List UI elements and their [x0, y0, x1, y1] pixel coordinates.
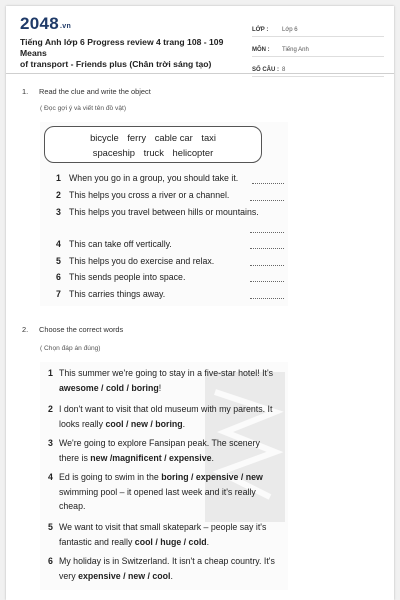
- clue-item: [56, 272, 185, 282]
- word-box-line-1: [45, 132, 261, 143]
- worksheet: [6, 6, 394, 600]
- meta-key: LỚP :: [252, 27, 269, 33]
- item-text: Ed is going to swim in the: [59, 472, 162, 482]
- word-option: helicopter: [172, 147, 214, 158]
- word-option: bicycle: [90, 132, 119, 143]
- clue-item: [56, 239, 172, 249]
- meta-row-question-count: [252, 57, 384, 77]
- answer-blank[interactable]: [252, 183, 284, 184]
- q1-heading-text: Read the clue and write the object: [39, 87, 151, 96]
- q2-exercise-image: [40, 362, 288, 590]
- header-divider: [6, 73, 394, 74]
- clue-item: [56, 173, 238, 183]
- answer-blank[interactable]: [250, 200, 284, 201]
- clue-text: When you go in a group, you should take it.: [69, 173, 239, 183]
- q2-subheading: ( Chọn đáp án đúng): [40, 345, 101, 352]
- clue-item: [56, 207, 259, 217]
- site-logo[interactable]: [20, 14, 71, 34]
- q1-number: 1.: [22, 87, 29, 96]
- word-option: taxi: [201, 132, 216, 143]
- word-option: ferry: [127, 132, 147, 143]
- clue-text: This helps you cross a river or a channel.: [69, 190, 230, 200]
- clue-text: This helps you do exercise and relax.: [69, 256, 215, 266]
- q1-subheading: ( Đọc gợi ý và viết tên đồ vật): [40, 105, 127, 112]
- item-text-end: .: [206, 536, 210, 547]
- clue-number: 6: [56, 272, 61, 282]
- clue-text: This can take off vertically.: [69, 239, 172, 249]
- clue-number: 4: [56, 239, 61, 249]
- word-option: cable car: [154, 132, 193, 143]
- meta-value: Tiếng Anh: [282, 47, 309, 53]
- clue-number: 1: [56, 173, 61, 183]
- item-text-end: .: [211, 452, 214, 463]
- q1-exercise-image: [40, 122, 288, 306]
- clue-text: This helps you travel between hills or mountains.: [69, 207, 259, 217]
- item-text-end: .: [170, 570, 173, 581]
- meta-row-subject: [252, 37, 384, 57]
- clue-item: [56, 190, 229, 200]
- choice-item: [48, 436, 280, 465]
- clue-text: This carries things away.: [69, 289, 166, 299]
- clue-number: 2: [56, 190, 61, 200]
- title-line-2: of transport - Friends plus (Chân trời sáng tạo): [20, 59, 212, 69]
- clue-item: [56, 256, 214, 266]
- document-title: [20, 37, 250, 70]
- clue-text: This sends people into space.: [69, 272, 186, 282]
- item-text: We're going to explore Fansipan peak. The scenery there is: [59, 438, 260, 463]
- answer-blank[interactable]: [250, 248, 284, 249]
- answer-blank[interactable]: [250, 232, 284, 233]
- meta-key: SỐ CÂU :: [252, 67, 279, 73]
- q2-heading-text: Choose the correct words: [39, 325, 124, 334]
- item-number: 6: [48, 556, 53, 566]
- item-number: 4: [48, 472, 53, 482]
- word-choices[interactable]: cool / huge / cold: [134, 536, 207, 547]
- clue-number: 3: [56, 207, 61, 217]
- word-choices[interactable]: cool / new / boring: [105, 418, 183, 429]
- answer-blank[interactable]: [250, 281, 284, 282]
- item-text-end: !: [158, 382, 162, 393]
- word-box: [44, 126, 262, 163]
- word-box-line-2: [45, 147, 261, 158]
- q2-number: 2.: [22, 325, 29, 334]
- logo-text: 2048: [20, 14, 60, 33]
- clue-item: [56, 289, 165, 299]
- item-number: 3: [48, 438, 53, 448]
- word-option: truck: [143, 147, 164, 158]
- word-choices[interactable]: awesome / cold / boring: [59, 382, 159, 393]
- meta-key: MÔN :: [252, 47, 270, 53]
- meta-row-class: [252, 17, 384, 37]
- clue-number: 7: [56, 289, 61, 299]
- meta-table: [252, 17, 384, 77]
- item-text: This summer we're going to stay in a five-star hotel! It's: [59, 368, 274, 378]
- word-choices[interactable]: expensive / new / cool: [78, 570, 171, 581]
- meta-value: Lớp 6: [282, 27, 298, 33]
- answer-blank[interactable]: [250, 298, 284, 299]
- meta-value: 8: [282, 67, 286, 73]
- item-text-end: swimming pool – it opened last week and it's really cheap.: [59, 486, 256, 512]
- item-number: 1: [48, 368, 53, 378]
- title-line-1: Tiếng Anh lớp 6 Progress review 4 trang 108 - 109 Means: [20, 37, 224, 58]
- item-text-end: .: [182, 418, 186, 429]
- clue-number: 5: [56, 256, 61, 266]
- choice-item: [48, 520, 280, 549]
- logo-suffix: .vn: [60, 23, 72, 30]
- item-text: My holiday is in Switzerland. It isn't a cheap country. It's very: [59, 556, 275, 581]
- answer-blank[interactable]: [250, 265, 284, 266]
- q2-heading: [22, 325, 123, 334]
- item-number: 2: [48, 404, 53, 414]
- item-text: We want to visit that small skatepark – people say it's fantastic and really: [59, 522, 267, 547]
- item-text: I don't want to visit that old museum with my parents. It looks really: [59, 404, 273, 429]
- choice-item: [48, 554, 280, 583]
- choice-item: [48, 402, 280, 431]
- word-option: spaceship: [92, 147, 135, 158]
- word-choices[interactable]: boring / expensive / new: [161, 472, 263, 482]
- item-number: 5: [48, 522, 53, 532]
- choice-item: [48, 366, 280, 395]
- q1-heading: [22, 87, 151, 96]
- word-choices[interactable]: new /magnificent / expensive: [90, 452, 212, 463]
- choice-item: [48, 470, 280, 514]
